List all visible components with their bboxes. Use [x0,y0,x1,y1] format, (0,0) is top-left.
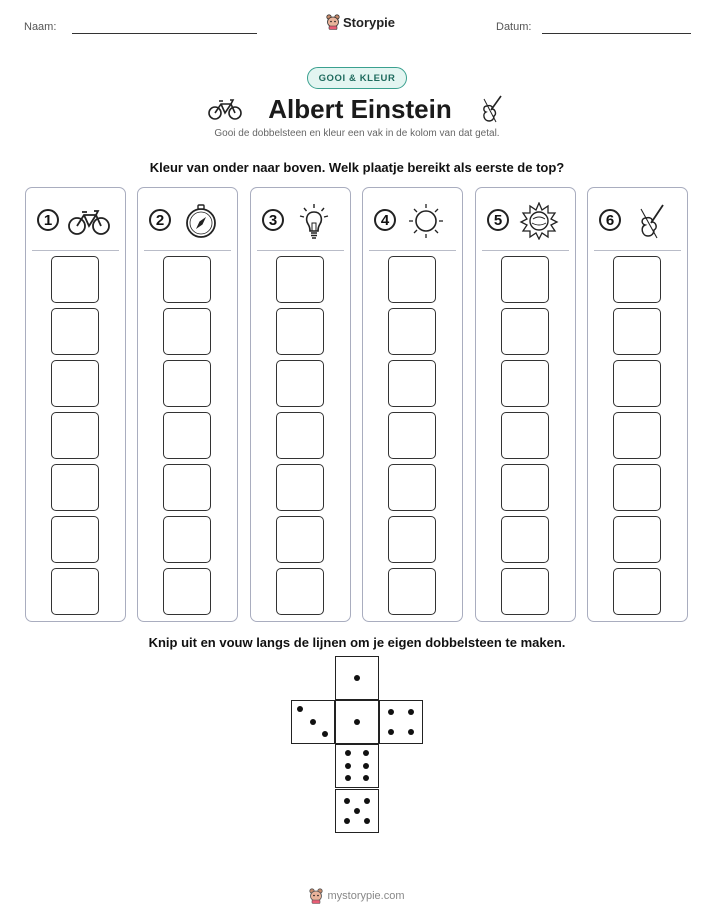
color-box[interactable] [51,412,99,459]
dice-column-4 [362,187,463,622]
column-header [26,202,125,242]
dice-column-1 [25,187,126,622]
color-box[interactable] [163,308,211,355]
color-box[interactable] [388,568,436,615]
column-number: 6 [599,209,621,231]
column-divider [257,250,344,251]
color-box[interactable] [163,464,211,511]
date-label: Datum: [496,21,532,33]
violin-icon [629,202,673,240]
color-box[interactable] [163,412,211,459]
dice-column-5 [475,187,576,622]
die-pip [354,675,360,681]
subtitle: Gooi de dobbelsteen en kleur een vak in de kolom van dat getal. [214,128,500,139]
die-face-5 [335,789,379,833]
color-box[interactable] [276,464,324,511]
die-face-1 [335,700,379,744]
column-divider [144,250,231,251]
die-pip [363,750,369,756]
die-pip [354,719,360,725]
bicycle-icon [67,202,111,240]
logo-text: Storypie [343,14,396,30]
die-face-1 [335,656,379,700]
column-header [251,202,350,242]
sun-rays-icon [517,202,561,240]
die-pip [344,798,350,804]
instruction-top: Kleur van onder naar boven. Welk plaatje bereikt als eerste de top? [149,160,565,175]
color-box[interactable] [51,256,99,303]
title-row [0,93,714,125]
violin-icon [478,93,506,125]
column-number: 5 [487,209,509,231]
footer [0,888,714,904]
color-box[interactable] [388,256,436,303]
color-box[interactable] [163,256,211,303]
logo [326,14,395,30]
storypie-mascot-icon [326,14,340,30]
die-pip [310,719,316,725]
color-box[interactable] [163,516,211,563]
color-box[interactable] [276,516,324,563]
column-number: 3 [262,209,284,231]
color-box[interactable] [276,360,324,407]
color-box[interactable] [388,516,436,563]
column-number: 2 [149,209,171,231]
color-box[interactable] [388,464,436,511]
color-box[interactable] [613,308,661,355]
die-pip [363,775,369,781]
die-face-4 [379,700,423,744]
color-box[interactable] [51,516,99,563]
column-divider [482,250,569,251]
color-box[interactable] [388,360,436,407]
die-pip [388,709,394,715]
page-title: Albert Einstein [268,93,452,124]
column-divider [32,250,119,251]
color-box[interactable] [613,516,661,563]
color-box[interactable] [613,256,661,303]
color-box[interactable] [501,516,549,563]
die-face-6 [335,744,379,788]
activity-badge: GOOI & KLEUR [307,67,407,89]
color-box[interactable] [51,464,99,511]
die-pip [344,818,350,824]
die-pip [322,731,328,737]
die-pip [388,729,394,735]
name-line[interactable] [72,33,257,34]
die-pip [354,808,360,814]
color-box[interactable] [276,568,324,615]
column-header [363,202,462,242]
color-box[interactable] [501,256,549,303]
bicycle-icon [208,96,242,122]
lightbulb-icon [292,202,336,240]
color-box[interactable] [613,464,661,511]
column-header [476,202,575,242]
color-box[interactable] [501,568,549,615]
sun-icon [404,202,448,240]
color-box[interactable] [501,412,549,459]
color-box[interactable] [501,464,549,511]
color-box[interactable] [276,308,324,355]
storypie-mascot-icon [309,888,323,904]
color-box[interactable] [613,568,661,615]
color-box[interactable] [388,308,436,355]
column-divider [594,250,681,251]
footer-url: mystorypie.com [327,890,405,902]
column-number: 1 [37,209,59,231]
instruction-bottom: Knip uit en vouw langs de lijnen om je eigen dobbelsteen te maken. [148,635,566,650]
die-pip [345,750,351,756]
color-box[interactable] [51,568,99,615]
name-label: Naam: [24,21,57,33]
color-box[interactable] [276,412,324,459]
column-divider [369,250,456,251]
dice-column-3 [250,187,351,622]
color-box[interactable] [51,308,99,355]
column-header [138,202,237,242]
die-pip [297,706,303,712]
color-box[interactable] [276,256,324,303]
color-box[interactable] [613,360,661,407]
color-box[interactable] [501,360,549,407]
color-box[interactable] [613,412,661,459]
color-box[interactable] [501,308,549,355]
compass-icon [179,202,223,240]
color-box[interactable] [388,412,436,459]
die-pip [408,729,414,735]
die-pip [363,763,369,769]
dice-column-2 [137,187,238,622]
dice-column-6 [587,187,688,622]
color-box[interactable] [163,568,211,615]
column-number: 4 [374,209,396,231]
die-pip [364,798,370,804]
die-pip [364,818,370,824]
date-line[interactable] [542,33,691,34]
die-pip [408,709,414,715]
color-box[interactable] [163,360,211,407]
die-pip [345,775,351,781]
column-header [588,202,687,242]
color-box[interactable] [51,360,99,407]
die-pip [345,763,351,769]
die-face-3 [291,700,335,744]
